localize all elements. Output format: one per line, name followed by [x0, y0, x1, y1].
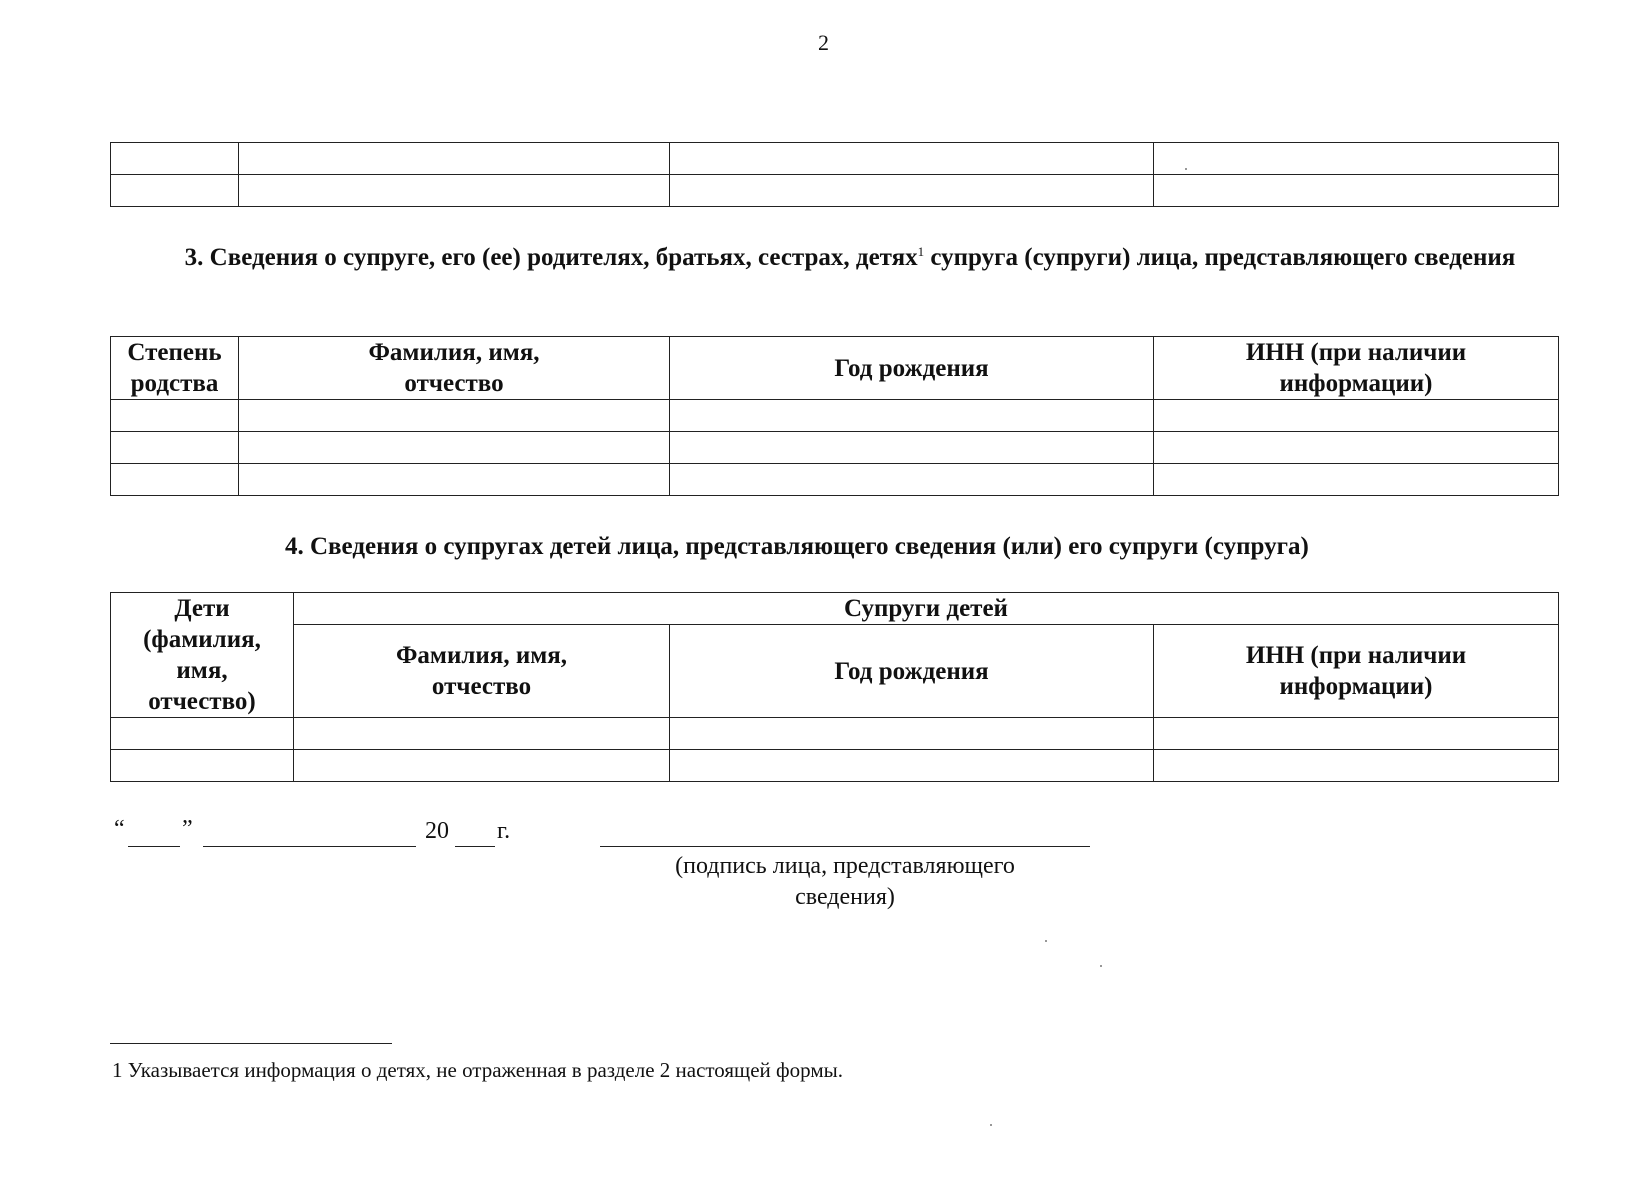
- page-number: 2: [818, 30, 829, 55]
- header-spouses-group: Супруги детей: [294, 593, 1559, 625]
- table-cell[interactable]: [294, 718, 670, 750]
- section4-number: 4.: [285, 533, 304, 560]
- date-month-field[interactable]: [203, 846, 416, 847]
- header-full-name: Фамилия, имя, отчество: [239, 337, 670, 400]
- date-year-prefix: 20: [425, 818, 449, 844]
- section4-table: [110, 592, 1559, 782]
- table-cell[interactable]: [111, 432, 239, 464]
- footnote: [112, 1058, 843, 1083]
- table-cell[interactable]: [239, 400, 670, 432]
- header-relation: Степень родства: [111, 337, 239, 400]
- table-row: [111, 400, 1559, 432]
- section4-title-text: Сведения о супругах детей лица, представляющего сведения (или) его супруги (супруга): [310, 533, 1309, 560]
- table-cell[interactable]: [111, 400, 239, 432]
- scan-speck: [1100, 965, 1102, 967]
- date-year-field[interactable]: [455, 846, 495, 847]
- top-table: [110, 142, 1559, 207]
- section4-title: [190, 531, 1647, 562]
- table-header-row: [111, 625, 1559, 718]
- header-inn: ИНН (при наличии информации): [1154, 625, 1559, 718]
- table-cell[interactable]: [239, 464, 670, 496]
- table-cell[interactable]: [670, 175, 1154, 207]
- scan-speck: [1185, 168, 1187, 170]
- date-open-quote: “: [114, 816, 125, 842]
- footnote-separator: [110, 1043, 392, 1044]
- table-cell[interactable]: [111, 750, 294, 782]
- header-inn: ИНН (при наличии информации): [1154, 337, 1559, 400]
- table-cell[interactable]: [1154, 718, 1559, 750]
- scan-speck: [990, 1124, 992, 1126]
- signature-field[interactable]: [600, 846, 1090, 847]
- table-cell[interactable]: [239, 175, 670, 207]
- date-year-suffix: г.: [497, 818, 511, 844]
- table-cell[interactable]: [111, 718, 294, 750]
- table-cell[interactable]: [670, 718, 1154, 750]
- table-cell[interactable]: [670, 464, 1154, 496]
- table-row: [111, 750, 1559, 782]
- date-close-quote: ”: [182, 816, 193, 842]
- table-cell[interactable]: [111, 175, 239, 207]
- table-cell[interactable]: [294, 750, 670, 782]
- table-cell[interactable]: [670, 432, 1154, 464]
- section3-title-part2: супруга (супруги) лица, представляющего сведения: [924, 244, 1516, 271]
- table-cell[interactable]: [239, 143, 670, 175]
- table-cell[interactable]: [1154, 143, 1559, 175]
- table-cell[interactable]: [239, 432, 670, 464]
- section3-title-part1: Сведения о супруге, его (ее) родителях, братьях, сестрах, детях: [209, 244, 918, 271]
- table-row: [111, 432, 1559, 464]
- scan-speck: [1045, 940, 1047, 942]
- footnote-number: 1: [112, 1058, 123, 1082]
- table-header-row: [111, 593, 1559, 625]
- table-cell[interactable]: [670, 400, 1154, 432]
- section3-table: [110, 336, 1559, 496]
- table-cell[interactable]: [1154, 432, 1559, 464]
- footnote-text: Указывается информация о детях, не отраженная в разделе 2 настоящей формы.: [127, 1058, 843, 1082]
- header-full-name: Фамилия, имя, отчество: [294, 625, 670, 718]
- header-birth-year: Год рождения: [670, 337, 1154, 400]
- table-cell[interactable]: [670, 750, 1154, 782]
- table-cell[interactable]: [1154, 750, 1559, 782]
- table-header-row: [111, 337, 1559, 400]
- section3-number: 3.: [184, 244, 204, 271]
- table-cell[interactable]: [111, 143, 239, 175]
- date-day-field[interactable]: [128, 846, 180, 847]
- header-birth-year: Год рождения: [670, 625, 1154, 718]
- table-cell[interactable]: [111, 464, 239, 496]
- table-row: [111, 143, 1559, 175]
- table-cell[interactable]: [1154, 464, 1559, 496]
- table-row: [111, 464, 1559, 496]
- table-cell[interactable]: [670, 143, 1154, 175]
- footnote-mark: 1: [917, 244, 925, 259]
- signature-caption: (подпись лица, представляющего сведения): [675, 853, 1015, 910]
- table-cell[interactable]: [1154, 400, 1559, 432]
- table-row: [111, 175, 1559, 207]
- header-children: Дети (фамилия, имя, отчество): [111, 593, 294, 718]
- section3-title: [160, 242, 1540, 273]
- table-row: [111, 718, 1559, 750]
- table-cell[interactable]: [1154, 175, 1559, 207]
